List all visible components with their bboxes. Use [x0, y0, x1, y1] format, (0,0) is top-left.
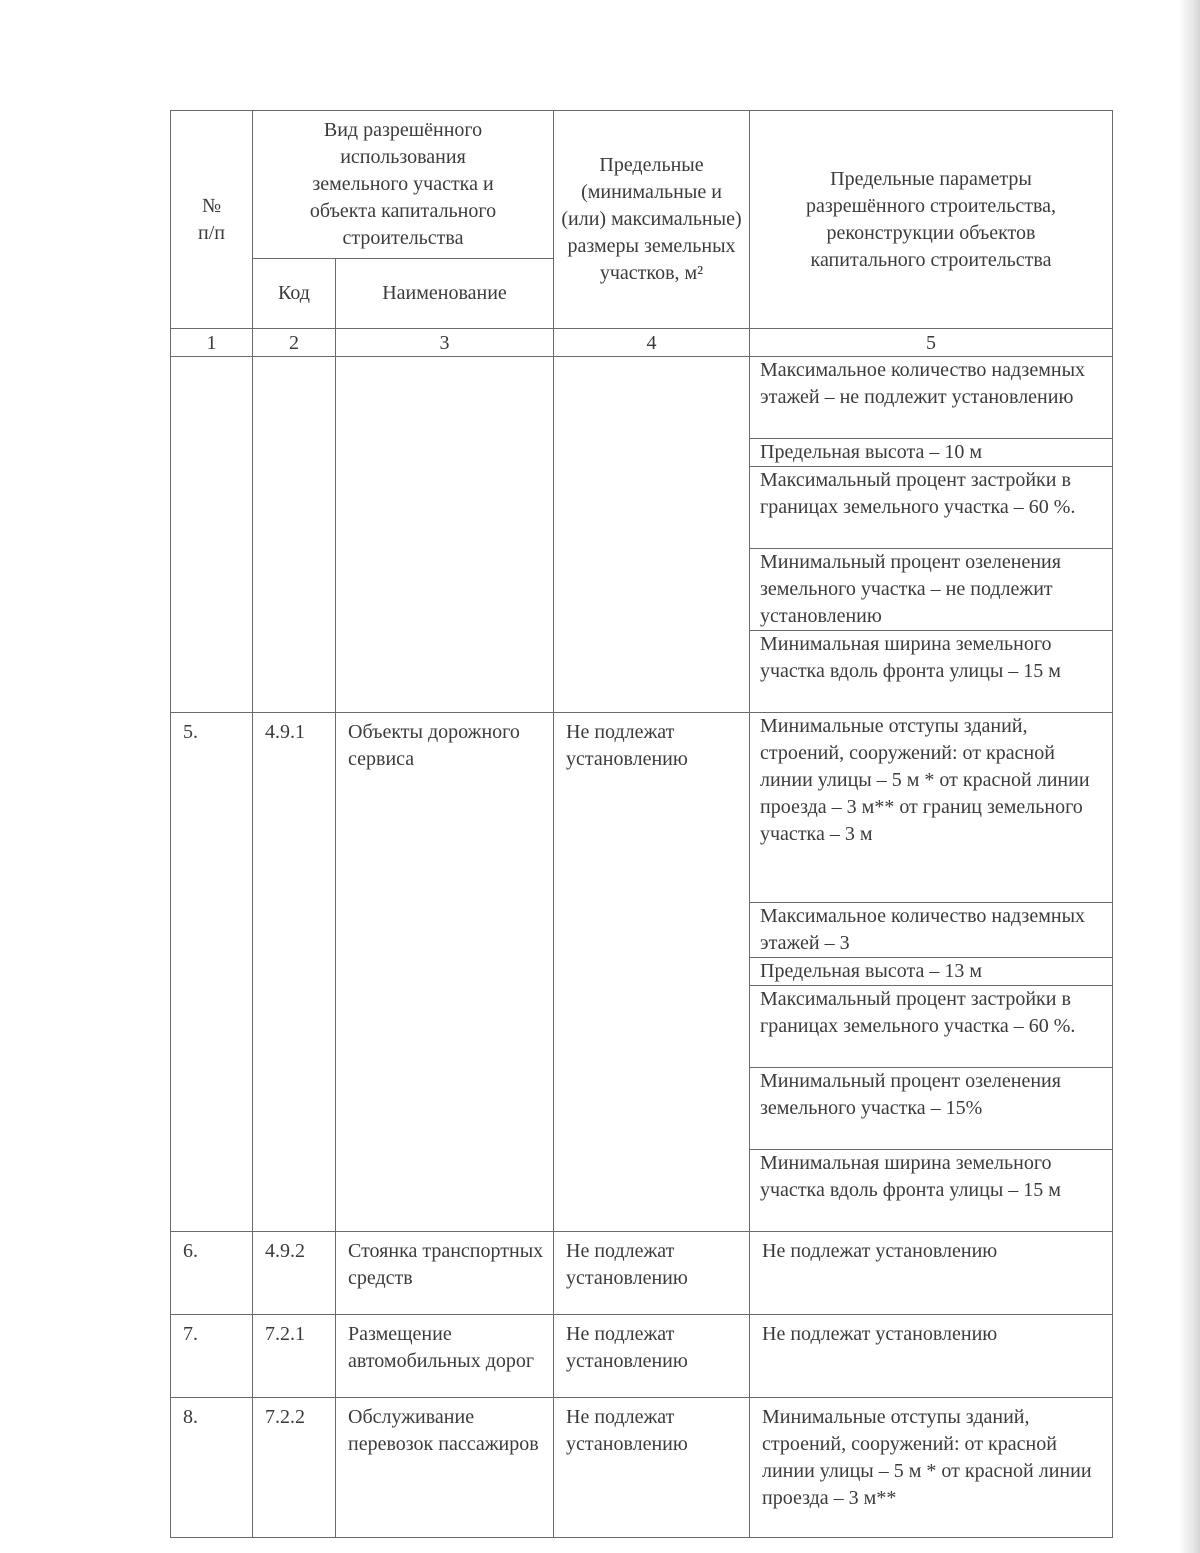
table-row — [171, 1398, 1113, 1538]
param-cell: Максимальный процент застройки в границах земельного участка – 60 %. — [750, 986, 1112, 1068]
param-cell: Максимальное количество надземных этажей – не подлежит установлению — [750, 357, 1112, 439]
row-num: 6. — [171, 1232, 253, 1315]
param-cell: Минимальный процент озеленения земельного участка – 15% — [750, 1068, 1112, 1150]
param-cell: Минимальная ширина земельного участка вдоль фронта улицы – 15 м — [760, 633, 1061, 682]
table-row — [171, 1232, 1113, 1315]
param-cell: Минимальная ширина земельного участка вдоль фронта улицы – 15 м — [760, 1152, 1061, 1201]
param-cell: Предельная высота – 10 м — [750, 439, 1112, 467]
header-vri — [253, 111, 554, 259]
param-cell: Максимальный процент застройки в границах земельного участка – 60 %. — [750, 467, 1112, 549]
param-cell: Минимальные отступы зданий, строений, сооружений: от красной линии улицы – 5 м * от красной линии проезда – 3 м** от границ земельного участка – 3 м — [750, 713, 1112, 903]
header-vri-text: Вид разрешённого использования земельного участка и объекта капитального строительства — [309, 119, 497, 249]
col-number-5: 5 — [750, 329, 1113, 357]
row-num: 5. — [171, 713, 253, 1232]
col-number-3: 3 — [336, 329, 554, 357]
header-params — [750, 111, 1113, 329]
header-num: № п/п — [171, 111, 253, 329]
row-sizes: Не подлежат установлению — [554, 713, 750, 1232]
row-sizes: Не подлежат установлению — [554, 1232, 750, 1315]
param-cell: Максимальное количество надземных этажей – 3 — [750, 903, 1112, 958]
table-row — [171, 713, 1113, 1232]
param-cell: Не подлежат установлению — [750, 1232, 1113, 1315]
row-code: 7.2.1 — [253, 1315, 336, 1398]
row-sizes: Не подлежат установлению — [554, 1315, 750, 1398]
row-code: 4.9.2 — [253, 1232, 336, 1315]
row-name: Размещение автомобильных дорог — [336, 1315, 554, 1398]
row-code: 7.2.2 — [253, 1398, 336, 1538]
header-name: Наименование — [336, 259, 554, 329]
param-cell: Не подлежат установлению — [750, 1315, 1113, 1398]
row-num: 7. — [171, 1315, 253, 1398]
row-code: 4.9.1 — [253, 713, 336, 1232]
table-row — [171, 1315, 1113, 1398]
col-number-1: 1 — [171, 329, 253, 357]
col-number-2: 2 — [253, 329, 336, 357]
scan-edge-shadow — [1178, 0, 1200, 1553]
header-sizes — [554, 111, 750, 329]
document-page — [170, 110, 1112, 1538]
row-num: 8. — [171, 1398, 253, 1538]
row-name: Стоянка транспортных средств — [336, 1232, 554, 1315]
param-cell: Минимальный процент озеленения земельного участка – не подлежит установлению — [750, 549, 1112, 631]
table-row-continuation — [171, 357, 1113, 713]
header-params-text: Предельные параметры разрешённого строительства, реконструкции объектов капитального строительства — [806, 167, 1056, 271]
zoning-parameters-table — [170, 110, 1113, 1538]
col-number-4: 4 — [554, 329, 750, 357]
param-cell: Предельная высота – 13 м — [750, 958, 1112, 986]
header-kod: Код — [253, 259, 336, 329]
param-cell: Минимальные отступы зданий, строений, сооружений: от красной линии улицы – 5 м * от красной линии проезда – 3 м** — [750, 1398, 1113, 1538]
row-sizes: Не подлежат установлению — [554, 1398, 750, 1538]
header-sizes-text: Предельные (минимальные и (или) максимальные) размеры земельных участков, м² — [561, 154, 742, 284]
row-name: Обслуживание перевозок пассажиров — [336, 1398, 554, 1538]
row-name: Объекты дорожного сервиса — [336, 713, 554, 1232]
